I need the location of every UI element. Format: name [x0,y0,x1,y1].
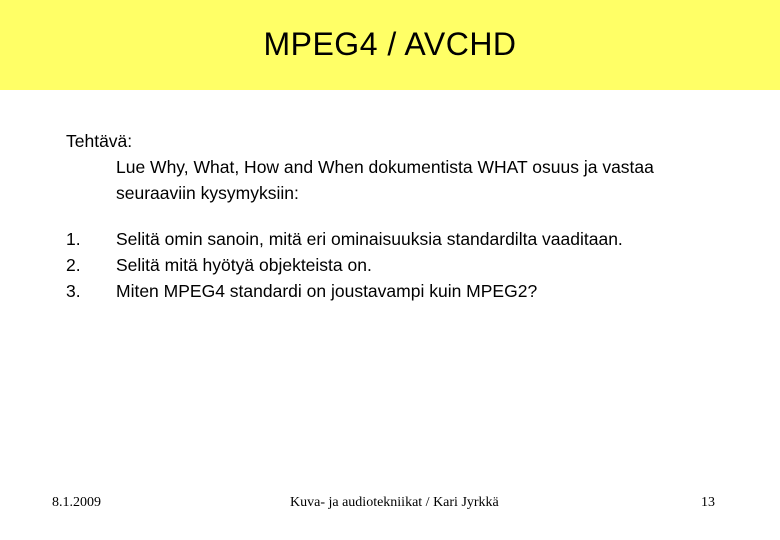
task-text: Lue Why, What, How and When dokumentista WHAT osuus ja vastaa seuraaviin kysymyksiin: [116,157,654,203]
question-item [66,226,746,252]
title-bar [0,0,780,90]
footer-date: 8.1.2009 [52,495,101,510]
question-item [66,252,746,278]
question-number: 3. [66,281,81,301]
question-text: Selitä omin sanoin, mitä eri ominaisuuksia standardilta vaaditaan. [116,229,623,249]
slide-title: MPEG4 / AVCHD [263,25,517,62]
question-text: Selitä mitä hyötyä objekteista on. [116,255,372,275]
question-item [66,278,746,304]
slide-content [66,128,746,304]
footer-author: Kuva- ja audiotekniikat / Kari Jyrkkä [290,495,499,510]
task-label: Tehtävä: [66,131,133,151]
question-text: Miten MPEG4 standardi on joustavampi kuin MPEG2? [116,281,538,301]
question-list [66,226,746,304]
question-number: 2. [66,255,81,275]
question-number: 1. [66,229,81,249]
footer-page-number: 13 [701,495,715,510]
